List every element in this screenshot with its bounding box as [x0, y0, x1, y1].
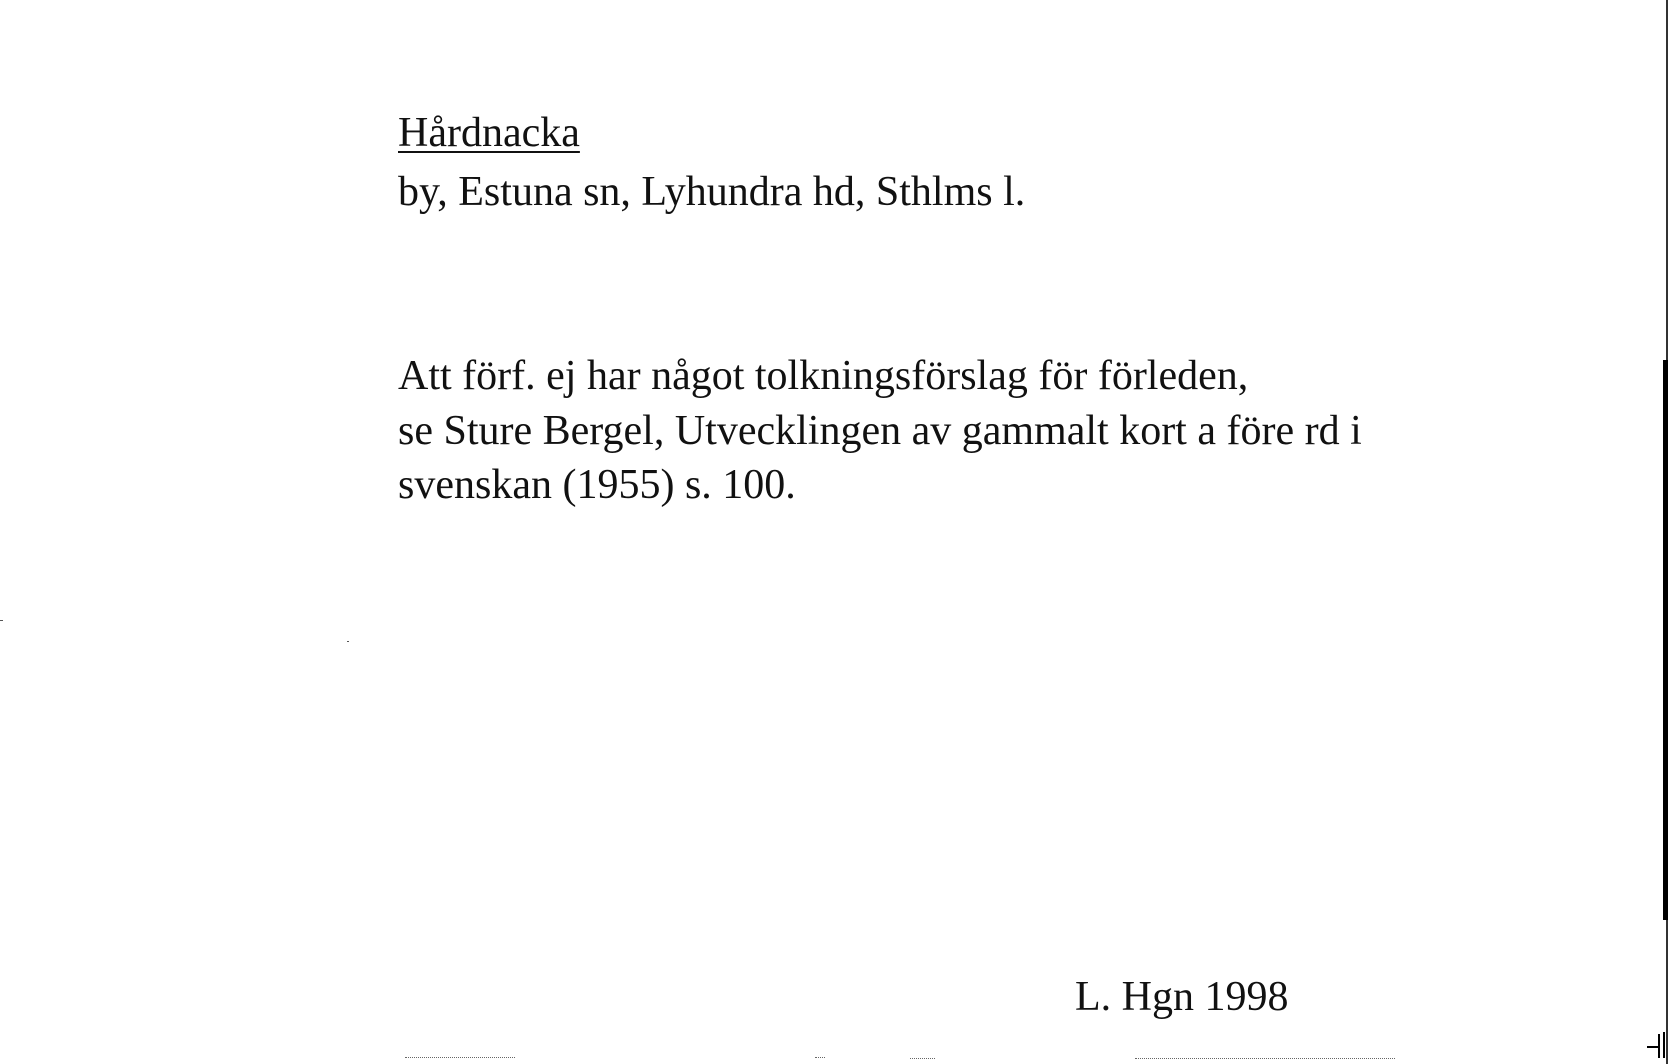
signature: L. Hgn 1998 [1075, 974, 1289, 1020]
scan-dotted-line [910, 1058, 935, 1059]
corner-crop-mark [1647, 1032, 1665, 1058]
note-line: se Sture Bergel, Utvecklingen av gammalt kort a före rd i [398, 408, 1362, 454]
headword: Hårdnacka [398, 110, 580, 156]
scan-dotted-line [1135, 1058, 1395, 1059]
scan-dotted-line [405, 1057, 515, 1058]
location-line: by, Estuna sn, Lyhundra hd, Sthlms l. [398, 169, 1026, 215]
note-line: Att förf. ej har något tolkningsförslag för förleden, [398, 353, 1249, 399]
scan-dotted-line [815, 1057, 825, 1058]
scan-speck [347, 641, 349, 642]
note-line: svenskan (1955) s. 100. [398, 462, 796, 508]
scan-speck [0, 620, 3, 621]
card-edge-shadow [1663, 360, 1668, 920]
